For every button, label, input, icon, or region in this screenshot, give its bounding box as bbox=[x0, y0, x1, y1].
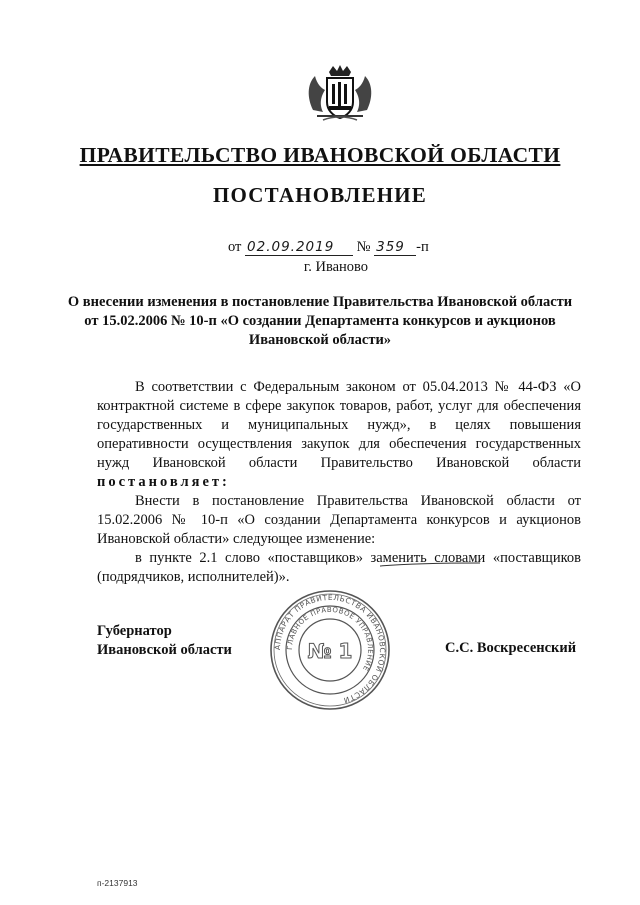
document-subject: О внесении изменения в постановление Правительства Ивановской области от 15.02.2006 № 10-п «О создании Департамента конкурсов и аукционов Ивановской области» bbox=[67, 294, 573, 348]
ivanovo-coat-of-arms-icon bbox=[303, 62, 377, 124]
document-type: ПОСТАНОВЛЕНИЕ bbox=[212, 183, 428, 207]
date-number-line bbox=[228, 239, 429, 256]
handwritten-number: 359 bbox=[374, 240, 416, 256]
document-body bbox=[97, 378, 581, 587]
date-prefix: от bbox=[228, 239, 242, 255]
document-code: п-2137913 bbox=[97, 878, 138, 888]
stamp-outer-text: АППАРАТ ПРАВИТЕЛЬСТВА ИВАНОВСКОЙ ОБЛАСТИ bbox=[272, 592, 388, 706]
pen-stroke-decoration bbox=[380, 562, 480, 568]
preamble-text: В соответствии с Федеральным законом от 05.04.2013 № 44-ФЗ «О контрактной системе в сфере закупок товаров, работ, услуг для обеспечения государственных и муниципальных нужд», в целях повышения оперативности осуществления закупок для обеспечения государственных нужд Ивановской области Правительство Ивановской области bbox=[97, 379, 581, 471]
signer-position bbox=[97, 622, 232, 660]
clause-1: Внести в постановление Правительства Ивановской области от 15.02.2006 № 10-п «О создании Департамента конкурсов и аукционов Ивановской области» следующее изменение: bbox=[97, 493, 581, 547]
signer-position-line2: Ивановской области bbox=[97, 642, 232, 658]
preamble-paragraph bbox=[97, 378, 581, 492]
number-suffix: -п bbox=[416, 239, 429, 255]
number-sign: № bbox=[356, 239, 371, 255]
city: г. Иваново bbox=[303, 259, 369, 275]
official-stamp bbox=[268, 588, 392, 712]
signer-position-line1: Губернатор bbox=[97, 623, 172, 639]
resolves-word: постановляет: bbox=[97, 474, 230, 490]
signer-name: С.С. Воскресенский bbox=[445, 640, 577, 656]
stamp-center-number: № 1 bbox=[307, 639, 353, 663]
clause-2: в пункте 2.1 слово «поставщиков» заменить словами «поставщиков (подрядчиков, исполнителей)». bbox=[97, 550, 581, 585]
organization-title: ПРАВИТЕЛЬСТВО ИВАНОВСКОЙ ОБЛАСТИ bbox=[79, 143, 561, 167]
stamp-inner-text: ГЛАВНОЕ ПРАВОВОЕ УПРАВЛЕНИЕ bbox=[285, 605, 375, 673]
handwritten-date: 02.09.2019 bbox=[245, 240, 353, 256]
